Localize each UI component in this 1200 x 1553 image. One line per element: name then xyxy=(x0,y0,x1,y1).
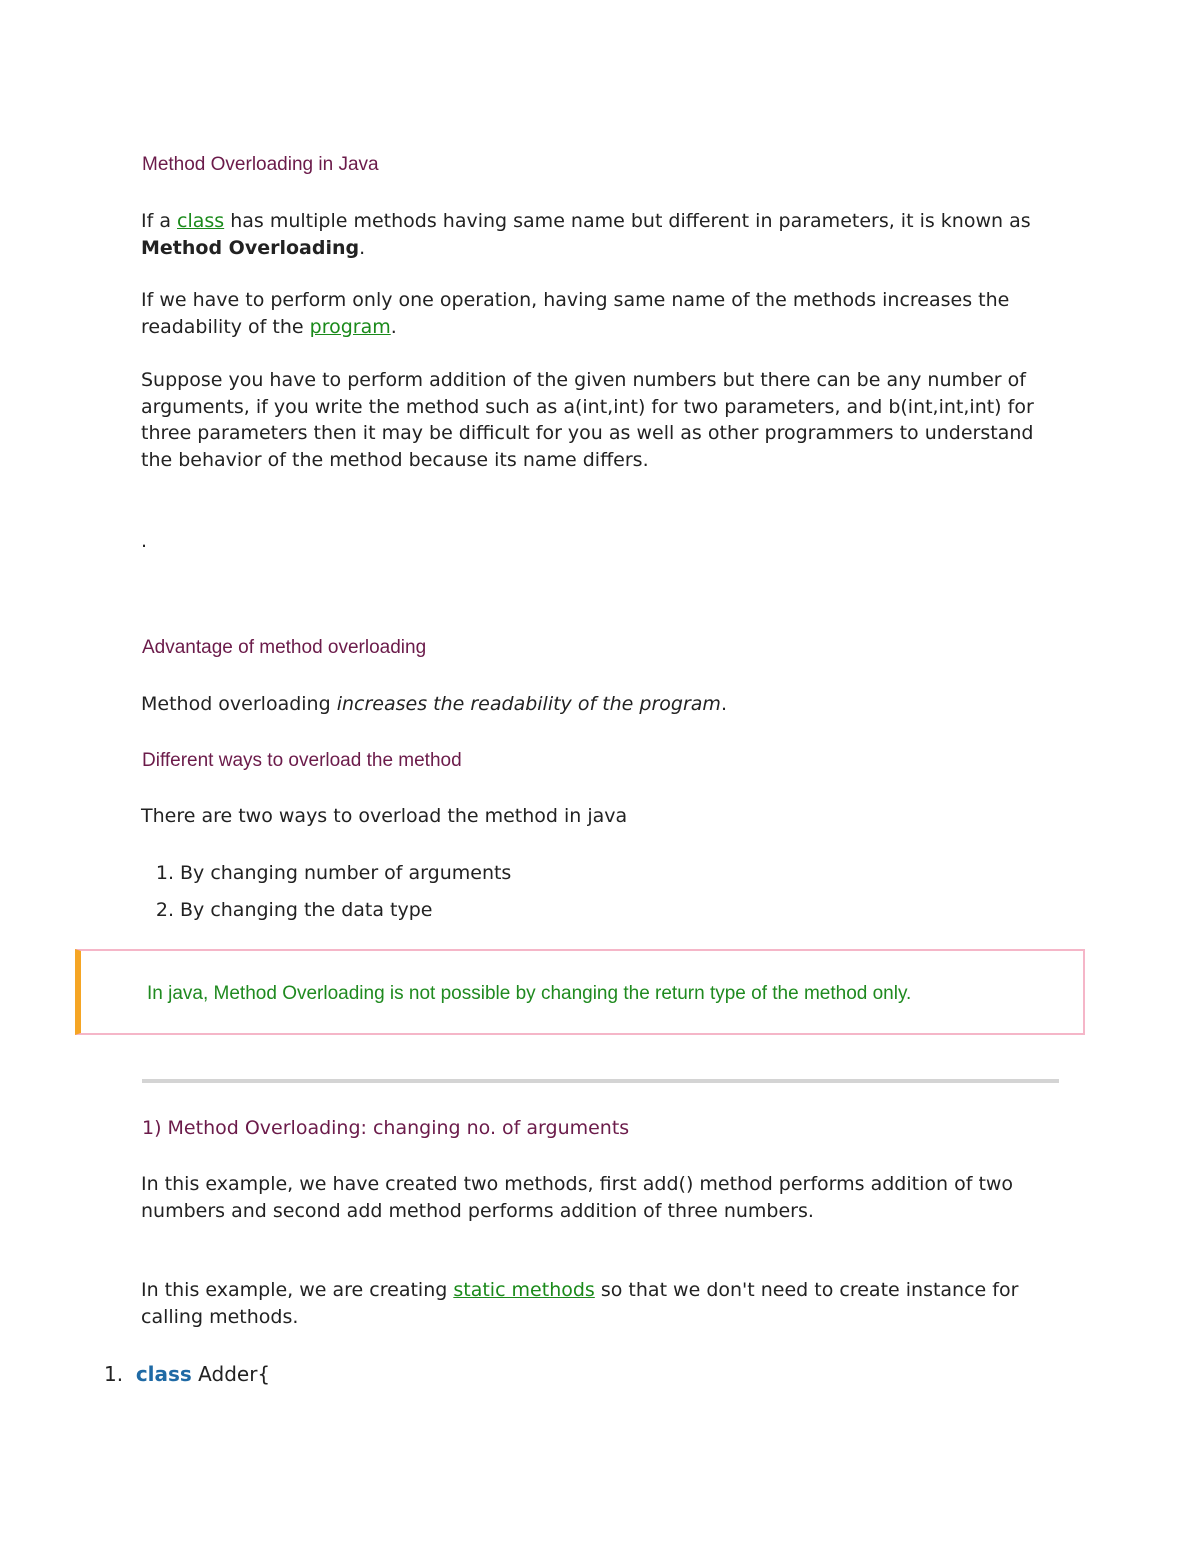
list-item-label: By changing the data type xyxy=(180,899,433,921)
text: . xyxy=(720,693,727,715)
static-methods-link[interactable]: static methods xyxy=(453,1279,595,1301)
ways-heading: Different ways to overload the method xyxy=(142,750,462,771)
text: . xyxy=(390,315,397,338)
list-number: 1. xyxy=(155,862,174,884)
advantage-text xyxy=(141,691,1061,718)
class-link[interactable]: class xyxy=(177,210,225,232)
intro-paragraph-3: Suppose you have to perform addition of the given numbers but there can be any number of arguments, if you write the method such as a(int,int) for two parameters, and b(int,int,int) for three parameters then it may be difficult for you as well as other programmers to understand the behavior of the method because its name differs. xyxy=(141,369,1034,471)
section1-paragraph-1: In this example, we have created two methods, first add() method performs addition of two numbers and second add method performs addition of three numbers. xyxy=(141,1173,1014,1222)
code-line xyxy=(104,1362,270,1386)
program-link[interactable]: program xyxy=(309,315,391,338)
text: . xyxy=(359,236,366,259)
text: In this example, we are creating xyxy=(141,1279,454,1301)
horizontal-rule xyxy=(142,1079,1059,1083)
list-number: 2. xyxy=(155,899,174,921)
intro-paragraph-2 xyxy=(141,287,1061,340)
code-keyword: class xyxy=(135,1362,192,1386)
intro-paragraph-1 xyxy=(141,208,1061,261)
section1-heading: 1) Method Overloading: changing no. of arguments xyxy=(142,1117,630,1139)
ways-intro: There are two ways to overload the method in java xyxy=(141,805,628,827)
note-box xyxy=(75,949,1085,1035)
ways-list xyxy=(110,860,910,934)
code-text: Adder{ xyxy=(191,1362,271,1386)
text: so that we don't need to create instance for calling methods. xyxy=(141,1279,1019,1328)
list-item xyxy=(110,860,910,897)
list-item xyxy=(110,897,910,934)
text: Method overloading xyxy=(141,693,337,715)
list-item-label: By changing number of arguments xyxy=(180,862,512,884)
dot-separator: . xyxy=(141,530,148,552)
method-overloading-term: Method Overloading xyxy=(141,236,360,259)
text: If we have to perform only one operation, having same name of the methods increases the readability of the xyxy=(141,289,1010,338)
text: has multiple methods having same name but different in parameters, it is known as xyxy=(224,210,1031,232)
advantage-italic: increases the readability of the program xyxy=(336,693,721,715)
note-text: In java, Method Overloading is not possible by changing the return type of the method only. xyxy=(147,983,912,1004)
advantage-heading: Advantage of method overloading xyxy=(142,637,427,658)
page-title: Method Overloading in Java xyxy=(142,154,379,175)
text: If a xyxy=(141,210,178,232)
code-line-number: 1. xyxy=(104,1362,124,1386)
section1-paragraph-2 xyxy=(141,1277,1041,1330)
